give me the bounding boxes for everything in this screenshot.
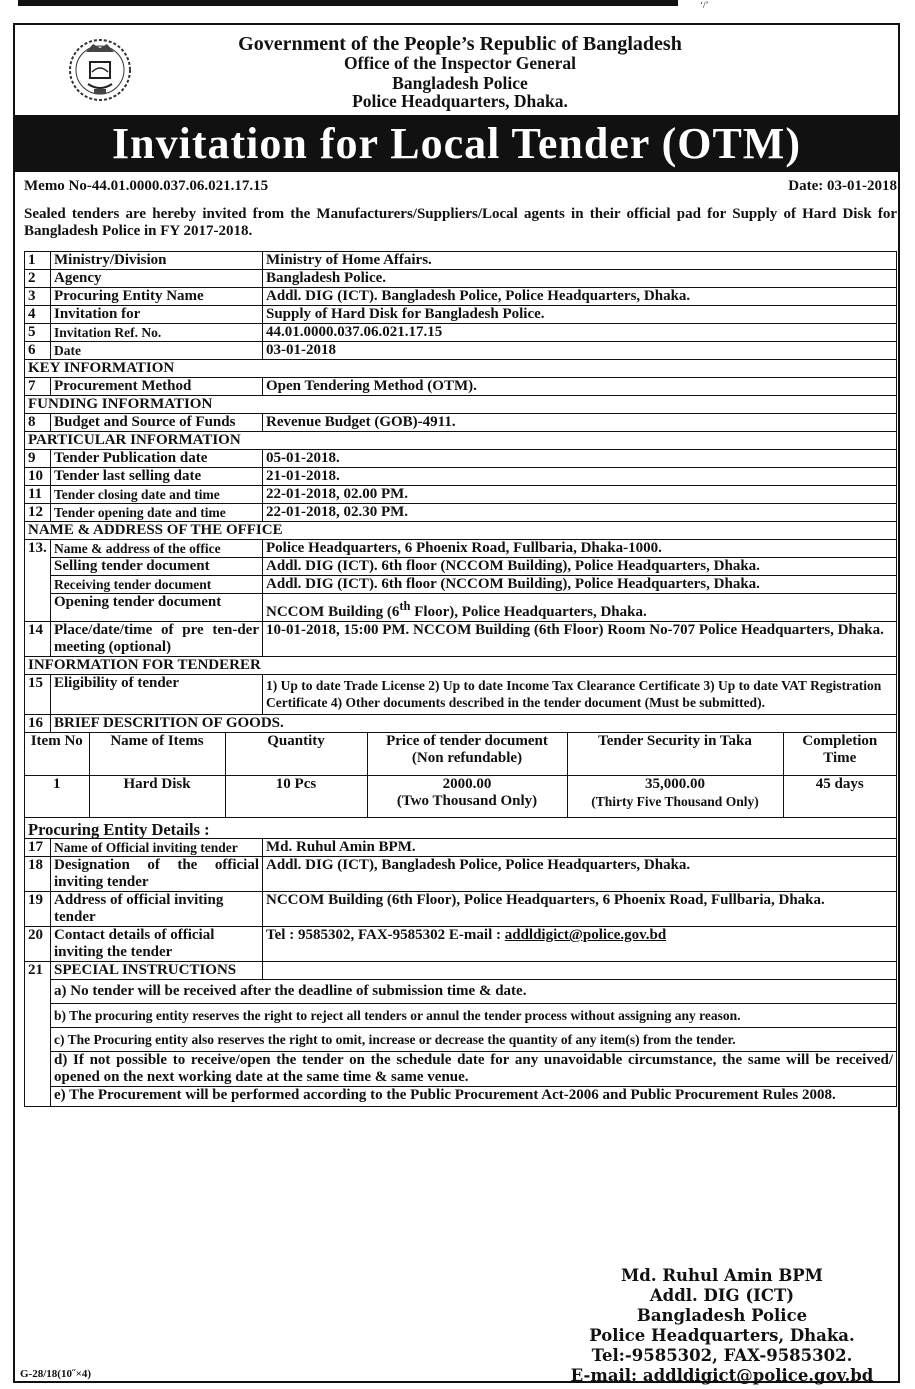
instruction-row <box>25 1028 897 1052</box>
row-label: Date <box>51 342 263 360</box>
row-number: 8 <box>25 414 51 432</box>
table-row <box>25 252 897 270</box>
row-number: 13. <box>25 540 51 622</box>
row-value: Md. Ruhul Amin BPM. <box>263 839 897 857</box>
table-row <box>25 962 897 980</box>
row-label: Procurement Method <box>51 378 263 396</box>
row-value <box>263 962 897 980</box>
memo-number: Memo No-44.01.0000.037.06.021.17.15 <box>24 178 269 194</box>
section-particular-information: PARTICULAR INFORMATION <box>25 432 897 450</box>
section-procuring-entity: Procuring Entity Details : <box>25 818 897 839</box>
instruction-item: e) The Procurement will be performed according to the Public Procurement Act-2006 and Public Procurement Rules 2008. <box>51 1087 897 1107</box>
row-label: Designation of the official inviting tender <box>51 857 263 892</box>
goods-header: Completion Time <box>783 733 896 775</box>
section-name-address: NAME & ADDRESS OF THE OFFICE <box>25 522 897 540</box>
row-value: Addl. DIG (ICT). 6th floor (NCCOM Building), Police Headquarters, Dhaka. <box>263 576 897 594</box>
row-number: 17 <box>25 839 51 857</box>
tender-details-table <box>24 251 897 1107</box>
row-value: Addl. DIG (ICT), Bangladesh Police, Police Headquarters, Dhaka. <box>263 857 897 892</box>
goods-data-row <box>25 775 896 817</box>
table-row <box>25 378 897 396</box>
goods-header-row <box>25 733 896 775</box>
table-row <box>25 468 897 486</box>
table-row <box>25 892 897 927</box>
row-label: Selling tender document <box>51 558 263 576</box>
row-label: Eligibility of tender <box>51 675 263 715</box>
instruction-row <box>25 1004 897 1028</box>
row-label: Tender Publication date <box>51 450 263 468</box>
signatory-org: Bangladesh Police <box>636 1306 808 1325</box>
row-label: Budget and Source of Funds <box>51 414 263 432</box>
row-number: 15 <box>25 675 51 715</box>
table-row <box>25 675 897 715</box>
instruction-row <box>25 980 897 1004</box>
header-hq: Police Headquarters, Dhaka. <box>352 91 568 111</box>
goods-row <box>25 733 897 818</box>
row-number: 16 <box>25 715 51 733</box>
section-heading-row <box>25 432 897 450</box>
goods-header: Quantity <box>225 733 367 775</box>
row-number: 19 <box>25 892 51 927</box>
row-value: 03-01-2018 <box>263 342 897 360</box>
row-value: 44.01.0000.037.06.021.17.15 <box>263 324 897 342</box>
header-government: Government of the People’s Republic of Bangladesh <box>238 33 682 55</box>
table-row <box>25 450 897 468</box>
table-row <box>25 715 897 733</box>
tender-banner-title: Invitation for Local Tender (OTM) <box>15 115 898 172</box>
table-row <box>25 504 897 522</box>
row-label: Receiving tender document <box>51 576 263 594</box>
row-label: Invitation for <box>51 306 263 324</box>
instruction-item: b) The procuring entity reserves the right to reject all tenders or annul the tender process without assigning any reason. <box>51 1004 897 1028</box>
row-label: SPECIAL INSTRUCTIONS <box>51 962 263 980</box>
goods-header: Name of Items <box>89 733 225 775</box>
table-row <box>25 486 897 504</box>
signatory-place: Police Headquarters, Dhaka. <box>589 1326 855 1345</box>
signatory-email: E-mail: addldigict@police.gov.bd <box>570 1366 874 1385</box>
goods-security: 35,000.00 (Thirty Five Thousand Only) <box>567 775 783 817</box>
table-row <box>25 857 897 892</box>
table-row <box>25 342 897 360</box>
top-border-bar <box>18 0 678 6</box>
row-value: 21-01-2018. <box>263 468 897 486</box>
row-label: Place/date/time of pre ten-der meeting (optional) <box>51 622 263 657</box>
row-label: Agency <box>51 270 263 288</box>
row-value: Addl. DIG (ICT). Bangladesh Police, Police Headquarters, Dhaka. <box>263 288 897 306</box>
goods-cell <box>25 733 897 818</box>
table-row <box>25 306 897 324</box>
row-number: 4 <box>25 306 51 324</box>
table-row <box>25 576 897 594</box>
memo-date: Date: 03-01-2018 <box>788 178 897 194</box>
instruction-row <box>25 1087 897 1107</box>
row-value: 22-01-2018, 02.30 PM. <box>263 504 897 522</box>
signatory-tel: Tel:-9585302, FAX-9585302. <box>591 1346 853 1365</box>
row-value: Ministry of Home Affairs. <box>263 252 897 270</box>
goods-item-no: 1 <box>25 775 89 817</box>
section-heading-row <box>25 522 897 540</box>
contact-email-link[interactable]: addldigict@police.gov.bd <box>504 927 667 943</box>
goods-completion-time: 45 days <box>783 775 896 817</box>
row-number: 21 <box>25 962 51 1107</box>
section-heading-row <box>25 396 897 414</box>
header-police: Bangladesh Police <box>392 73 528 93</box>
row-label: Procuring Entity Name <box>51 288 263 306</box>
goods-table <box>25 733 896 817</box>
table-row <box>25 558 897 576</box>
row-value: NCCOM Building (6th Floor), Police Headquarters, 6 Phoenix Road, Fullbaria, Dhaka. <box>263 892 897 927</box>
row-label: Tender last selling date <box>51 468 263 486</box>
table-row <box>25 270 897 288</box>
row-number: 20 <box>25 927 51 962</box>
instruction-row <box>25 1052 897 1087</box>
row-value: Tel : 9585302, FAX-9585302 E-mail : addldigict@police.gov.bd <box>263 927 897 962</box>
table-row <box>25 540 897 558</box>
row-number: 2 <box>25 270 51 288</box>
table-row <box>25 594 897 622</box>
table-row <box>25 839 897 857</box>
row-label: Tender opening date and time <box>51 504 263 522</box>
row-value: 22-01-2018, 02.00 PM. <box>263 486 897 504</box>
row-value: Supply of Hard Disk for Bangladesh Police. <box>263 306 897 324</box>
row-number: 14 <box>25 622 51 657</box>
row-number: 9 <box>25 450 51 468</box>
goods-item-name: Hard Disk <box>89 775 225 817</box>
row-value: 05-01-2018. <box>263 450 897 468</box>
header-office: Office of the Inspector General <box>344 53 576 73</box>
row-value: Addl. DIG (ICT). 6th floor (NCCOM Building), Police Headquarters, Dhaka. <box>263 558 897 576</box>
row-number: 3 <box>25 288 51 306</box>
section-heading-row <box>25 818 897 839</box>
goods-header: Item No <box>25 733 89 775</box>
row-label: BRIEF DESCRITION OF GOODS. <box>51 715 897 733</box>
row-value: Open Tendering Method (OTM). <box>263 378 897 396</box>
goods-header: Tender Security in Taka <box>567 733 783 775</box>
signature-block <box>562 1266 882 1386</box>
row-label: Name & address of the office <box>51 540 263 558</box>
bangladesh-police-emblem-icon <box>66 34 134 102</box>
row-value: 1) Up to date Trade License 2) Up to date Income Tax Clearance Certificate 3) Up to date VAT Registration Certificate 4) Other documents described in the tender document (Must be submitted). <box>263 675 897 715</box>
row-value: Revenue Budget (GOB)-4911. <box>263 414 897 432</box>
table-row <box>25 288 897 306</box>
table-row <box>25 414 897 432</box>
row-number: 12 <box>25 504 51 522</box>
row-number: 6 <box>25 342 51 360</box>
signatory-name: Md. Ruhul Amin BPM <box>621 1266 823 1285</box>
top-mark: ʻ/ʼ <box>700 0 709 10</box>
goods-header: Price of tender document (Non refundable) <box>367 733 567 775</box>
row-number: 10 <box>25 468 51 486</box>
row-number: 18 <box>25 857 51 892</box>
footer-code: G-28/18(10˝×4) <box>20 1368 92 1380</box>
section-key-information: KEY INFORMATION <box>25 360 897 378</box>
instruction-item: d) If not possible to receive/open the tender on the schedule date for any unavoidable circumstance, the same will be received/ opened on the next working date at the same time & same venue. <box>51 1052 897 1087</box>
row-value: 10-01-2018, 15:00 PM. NCCOM Building (6th Floor) Room No-707 Police Headquarters, Dhaka. <box>263 622 897 657</box>
section-heading-row <box>25 657 897 675</box>
row-label: Invitation Ref. No. <box>51 324 263 342</box>
goods-quantity: 10 Pcs <box>225 775 367 817</box>
intro-paragraph: Sealed tenders are hereby invited from the Manufacturers/Suppliers/Local agents in their official pad for Supply of Hard Disk for Bangladesh Police in FY 2017-2018. <box>24 206 897 239</box>
row-label: Tender closing date and time <box>51 486 263 504</box>
row-label: Opening tender document <box>51 594 263 622</box>
row-label: Ministry/Division <box>51 252 263 270</box>
signatory-title: Addl. DIG (ICT) <box>649 1286 795 1305</box>
section-information-tenderer: INFORMATION FOR TENDERER <box>25 657 897 675</box>
section-heading-row <box>25 360 897 378</box>
section-funding-information: FUNDING INFORMATION <box>25 396 897 414</box>
instruction-item: a) No tender will be received after the deadline of submission time & date. <box>51 980 897 1004</box>
row-value: NCCOM Building (6th Floor), Police Headquarters, Dhaka. <box>263 594 897 622</box>
row-label: Address of official inviting tender <box>51 892 263 927</box>
table-row <box>25 622 897 657</box>
instruction-item: c) The Procuring entity also reserves the right to omit, increase or decrease the quantity of any item(s) from the tender. <box>51 1028 897 1052</box>
row-value: Bangladesh Police. <box>263 270 897 288</box>
row-number: 11 <box>25 486 51 504</box>
row-label: Name of Official inviting tender <box>51 839 263 857</box>
row-number: 5 <box>25 324 51 342</box>
goods-price: 2000.00 (Two Thousand Only) <box>367 775 567 817</box>
table-row <box>25 927 897 962</box>
row-number: 7 <box>25 378 51 396</box>
row-value: Police Headquarters, 6 Phoenix Road, Fullbaria, Dhaka-1000. <box>263 540 897 558</box>
table-row <box>25 324 897 342</box>
row-label: Contact details of official inviting the tender <box>51 927 263 962</box>
row-number: 1 <box>25 252 51 270</box>
